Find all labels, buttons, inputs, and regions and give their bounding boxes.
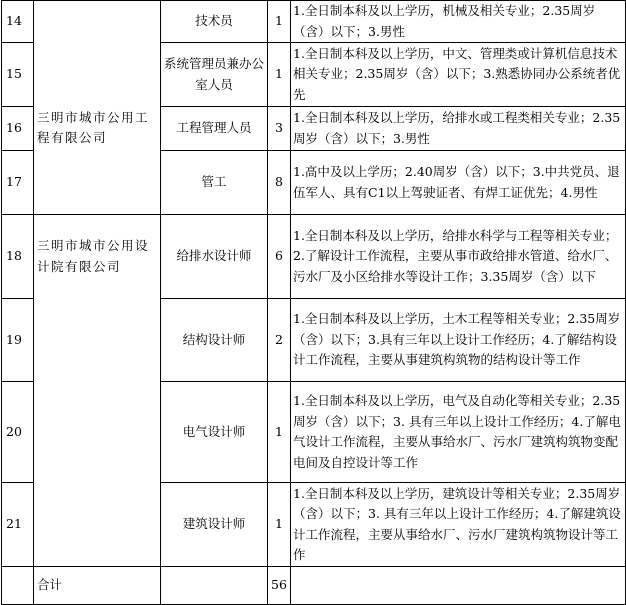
- row-number: 20: [2, 382, 34, 483]
- requirements: 1.全日制本科及以上学历，给排水或工程类相关专业；2.35周岁（含）以下；3.男性: [291, 107, 626, 151]
- row-number: 17: [2, 151, 34, 215]
- row-number: 15: [2, 43, 34, 107]
- headcount: 1: [268, 43, 291, 107]
- requirements: 1.全日制本科及以上学历，电气及自动化等相关专业；2.35周岁（含）以下；3. 具有三年以上设计工作经历；4.了解电气设计工作流程，主要从事给水厂、污水厂建筑构筑物变配电间及自控设计等工作: [291, 382, 626, 483]
- total-number-cell: [2, 567, 34, 605]
- requirements: 1.全日制本科及以上学历，建筑设计等相关专业；2.35周岁（含）以下；3. 具有三年以上设计工作经历；4.了解建筑设计工作流程，主要从事给水厂、污水厂建筑构筑物设计等工作: [291, 483, 626, 567]
- headcount: 2: [268, 299, 291, 382]
- unit-name: 三明市城市公用设计院有限公司: [34, 215, 161, 567]
- row-number: 19: [2, 299, 34, 382]
- recruitment-table: [1, 0, 626, 605]
- table-row: [2, 1, 626, 43]
- headcount: 8: [268, 151, 291, 215]
- row-number: 14: [2, 1, 34, 43]
- position-name: 建筑设计师: [161, 483, 268, 567]
- row-number: 21: [2, 483, 34, 567]
- total-label: 合计: [34, 567, 161, 605]
- position-name: 电气设计师: [161, 382, 268, 483]
- position-name: 管工: [161, 151, 268, 215]
- requirements: 1.全日制本科及以上学历，机械及相关专业；2.35周岁（含）以下；3.男性: [291, 1, 626, 43]
- headcount: 1: [268, 1, 291, 43]
- headcount: 1: [268, 382, 291, 483]
- total-position-cell: [161, 567, 268, 605]
- headcount: 1: [268, 483, 291, 567]
- position-name: 给排水设计师: [161, 215, 268, 299]
- total-requirements-cell: [291, 567, 626, 605]
- requirements: 1.全日制本科及以上学历，土木工程等相关专业；2.35周岁（含）以下；3.具有三年以上设计工作经历；4.了解结构设计工作流程，主要从事建筑构筑物的结构设计等工作: [291, 299, 626, 382]
- headcount: 6: [268, 215, 291, 299]
- headcount: 3: [268, 107, 291, 151]
- total-row: [2, 567, 626, 605]
- unit-name: 三明市城市公用工程有限公司: [34, 43, 161, 215]
- row-number: 18: [2, 215, 34, 299]
- requirements: 1.全日制本科及以上学历，给排水科学与工程等相关专业；2.了解设计工作流程，主要从事市政给排水管道、给水厂、污水厂及小区给排水等设计工作；3.35周岁（含）以下: [291, 215, 626, 299]
- unit-cell-empty: [34, 1, 161, 43]
- position-name: 工程管理人员: [161, 107, 268, 151]
- requirements: 1.高中及以上学历；2.40周岁（含）以下；3.中共党员、退伍军人、具有C1以上驾驶证者、有焊工证优先；4.男性: [291, 151, 626, 215]
- position-name: 技术员: [161, 1, 268, 43]
- requirements: 1.全日制本科及以上学历，中文、管理类或计算机信息技术相关专业；2.35周岁（含）以下；3.熟悉协同办公系统者优先: [291, 43, 626, 107]
- table-row: [2, 215, 626, 299]
- row-number: 16: [2, 107, 34, 151]
- position-name: 结构设计师: [161, 299, 268, 382]
- table-row: [2, 43, 626, 107]
- position-name: 系统管理员兼办公室人员: [161, 43, 268, 107]
- total-count: 56: [268, 567, 291, 605]
